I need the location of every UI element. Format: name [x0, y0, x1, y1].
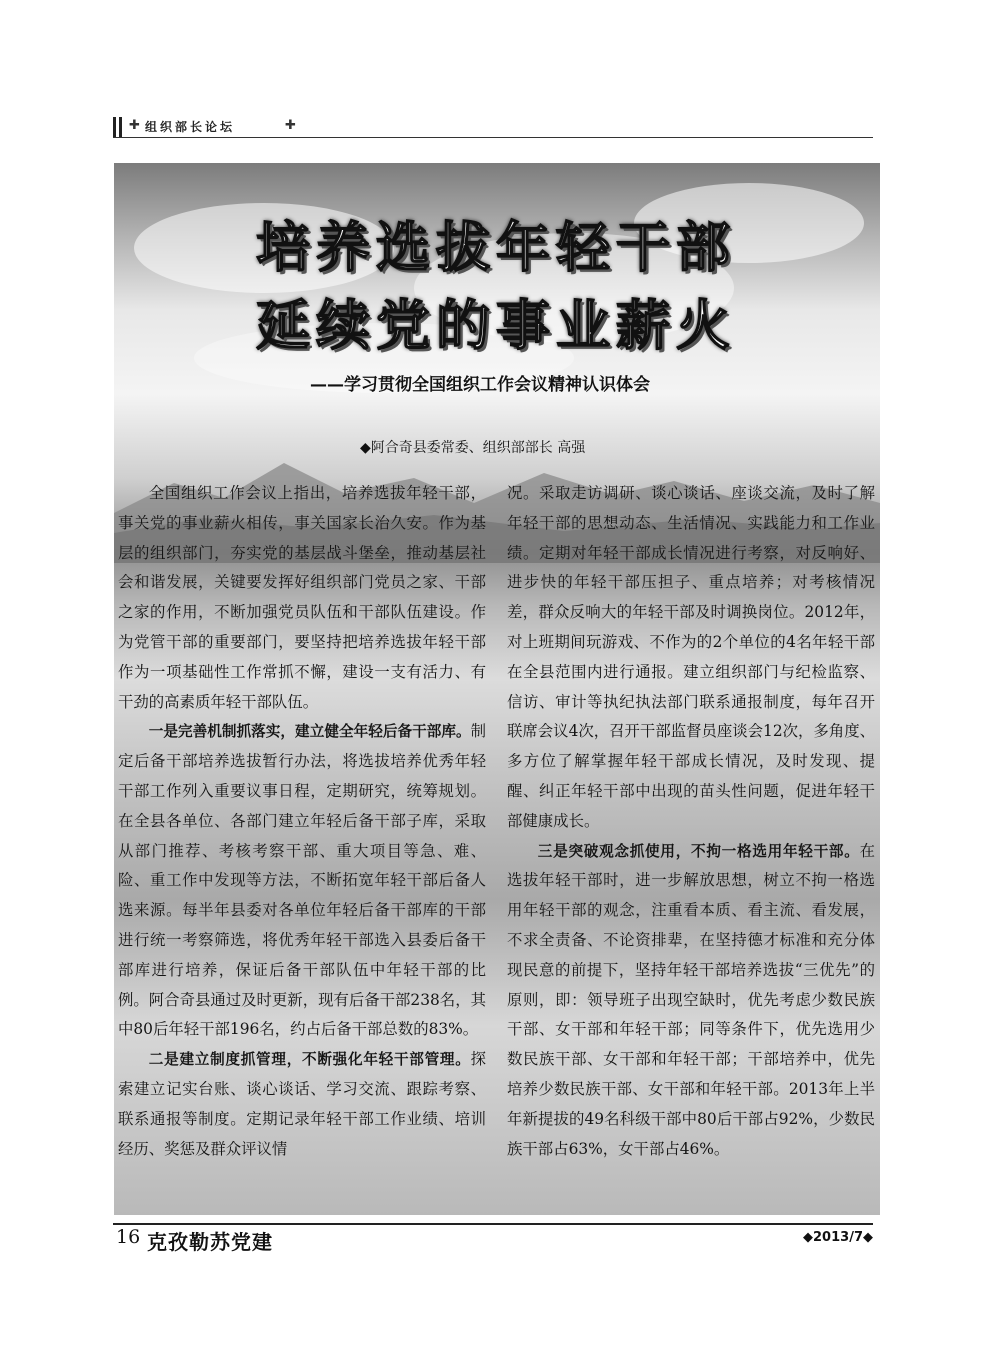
- plus-icon-left: ✚: [129, 118, 140, 133]
- paragraph-point-3: 三是突破观念抓使用，不拘一格选用年轻干部。在选拔年轻干部时，进一步解放思想，树立不拘一格选用年轻干部的观念，注重看本质、看主流、看发展，不求全责备、不论资排辈，在坚持德才标准和充分体现民意的前提下，坚持年轻干部培养选拔“三优先”的原则，即：领导班子出现空缺时，优先考虑少数民族干部、女干部和年轻干部；同等条件下，优先选用少数民族干部、女干部和年轻干部；干部培养中，优先培养少数民族干部、女干部和年轻干部。2013年上半年新提拔的49名科级干部中80后干部占92%，少数民族干部占63%，女干部占46%。: [507, 841, 875, 1158]
- page-header: [113, 116, 873, 138]
- subtitle: ——学习贯彻全国组织工作会议精神认识体会: [310, 375, 650, 395]
- article-column-right: [507, 479, 875, 1164]
- paragraph-point-1: 一是完善机制抓落实，建立健全年轻后备干部库。制定后备干部培养选拔暂行办法，将选拔培养优秀年轻干部工作列入重要议事日程，定期研究，统筹规划。在全县各单位、各部门建立年轻后备干部子库，采取从部门推荐、考核考察干部、重大项目等急、难、险、重工作中发现等方法，不断拓宽年轻干部后备人选来源。每半年县委对各单位年轻后备干部库的干部进行统一考察筛选，将优秀年轻干部选入县委后备干部库进行培养，保证后备干部队伍中年轻干部的比例。阿合奇县通过及时更新，现有后备干部238名，其中80后年轻干部196名，约占后备干部总数的83%。: [118, 722, 486, 1039]
- lead-point-2: 二是建立制度抓管理，不断强化年轻干部管理。: [148, 1051, 471, 1069]
- paragraph-point-2-continued: 况。采取走访调研、谈心谈话、座谈交流，及时了解年轻干部的思想动态、生活情况、实践能力和工作业绩。定期对年轻干部成长情况进行考察，对反响好、进步快的年轻干部压担子、重点培养；对考核情况差，群众反响大的年轻干部及时调换岗位。2012年，对上班期间玩游戏、不作为的2个单位的4名年轻干部在全县范围内进行通报。建立组织部门与纪检监察、信访、审计等执纪执法部门联系通报制度，每年召开联席会议4次，召开干部监督员座谈会12次，多角度、多方位了解掌握年轻干部成长情况，及时发现、提醒、纠正年轻干部中出现的苗头性问题，促进年轻干部健康成长。: [507, 484, 875, 830]
- lead-point-1: 一是完善机制抓落实，建立健全年轻后备干部库。: [148, 723, 471, 741]
- plus-icon-right: ✚: [285, 118, 296, 133]
- lead-point-3: 三是突破观念抓使用，不拘一格选用年轻干部。: [537, 842, 860, 860]
- paragraph-point-2: 二是建立制度抓管理，不断强化年轻干部管理。探索建立记实台账、谈心谈话、学习交流、跟踪考察、联系通报等制度。定期记录年轻干部工作业绩、培训经历、奖惩及群众评议情: [118, 1050, 486, 1158]
- issue-date: ◆2013/7◆: [803, 1230, 873, 1245]
- page-number: 16: [116, 1226, 141, 1248]
- header-rule: [113, 137, 873, 138]
- title-line-1: 培养选拔年轻干部: [256, 216, 736, 279]
- header-bars-icon: [113, 117, 123, 137]
- section-label: 组织部长论坛: [145, 120, 236, 134]
- footer-rule: [113, 1223, 873, 1225]
- magazine-name: 克孜勒苏党建: [147, 1230, 273, 1254]
- paragraph-intro: 全国组织工作会议上指出，培养选拔年轻干部，事关党的事业薪火相传，事关国家长治久安。作为基层的组织部门，夯实党的基层战斗堡垒，推动基层社会和谐发展，关键要发挥好组织部门党员之家、干部之家的作用，不断加强党员队伍和干部队伍建设。作为党管干部的重要部门，要坚持把培养选拔年轻干部作为一项基础性工作常抓不懈，建设一支有活力、有干劲的高素质年轻干部队伍。: [118, 484, 486, 711]
- article-column-left: [118, 479, 486, 1164]
- author-byline: ◆阿合奇县委常委、组织部部长 高强: [360, 440, 586, 456]
- page-footer: [113, 1221, 873, 1254]
- title-line-2: 延续党的事业薪火: [256, 294, 736, 357]
